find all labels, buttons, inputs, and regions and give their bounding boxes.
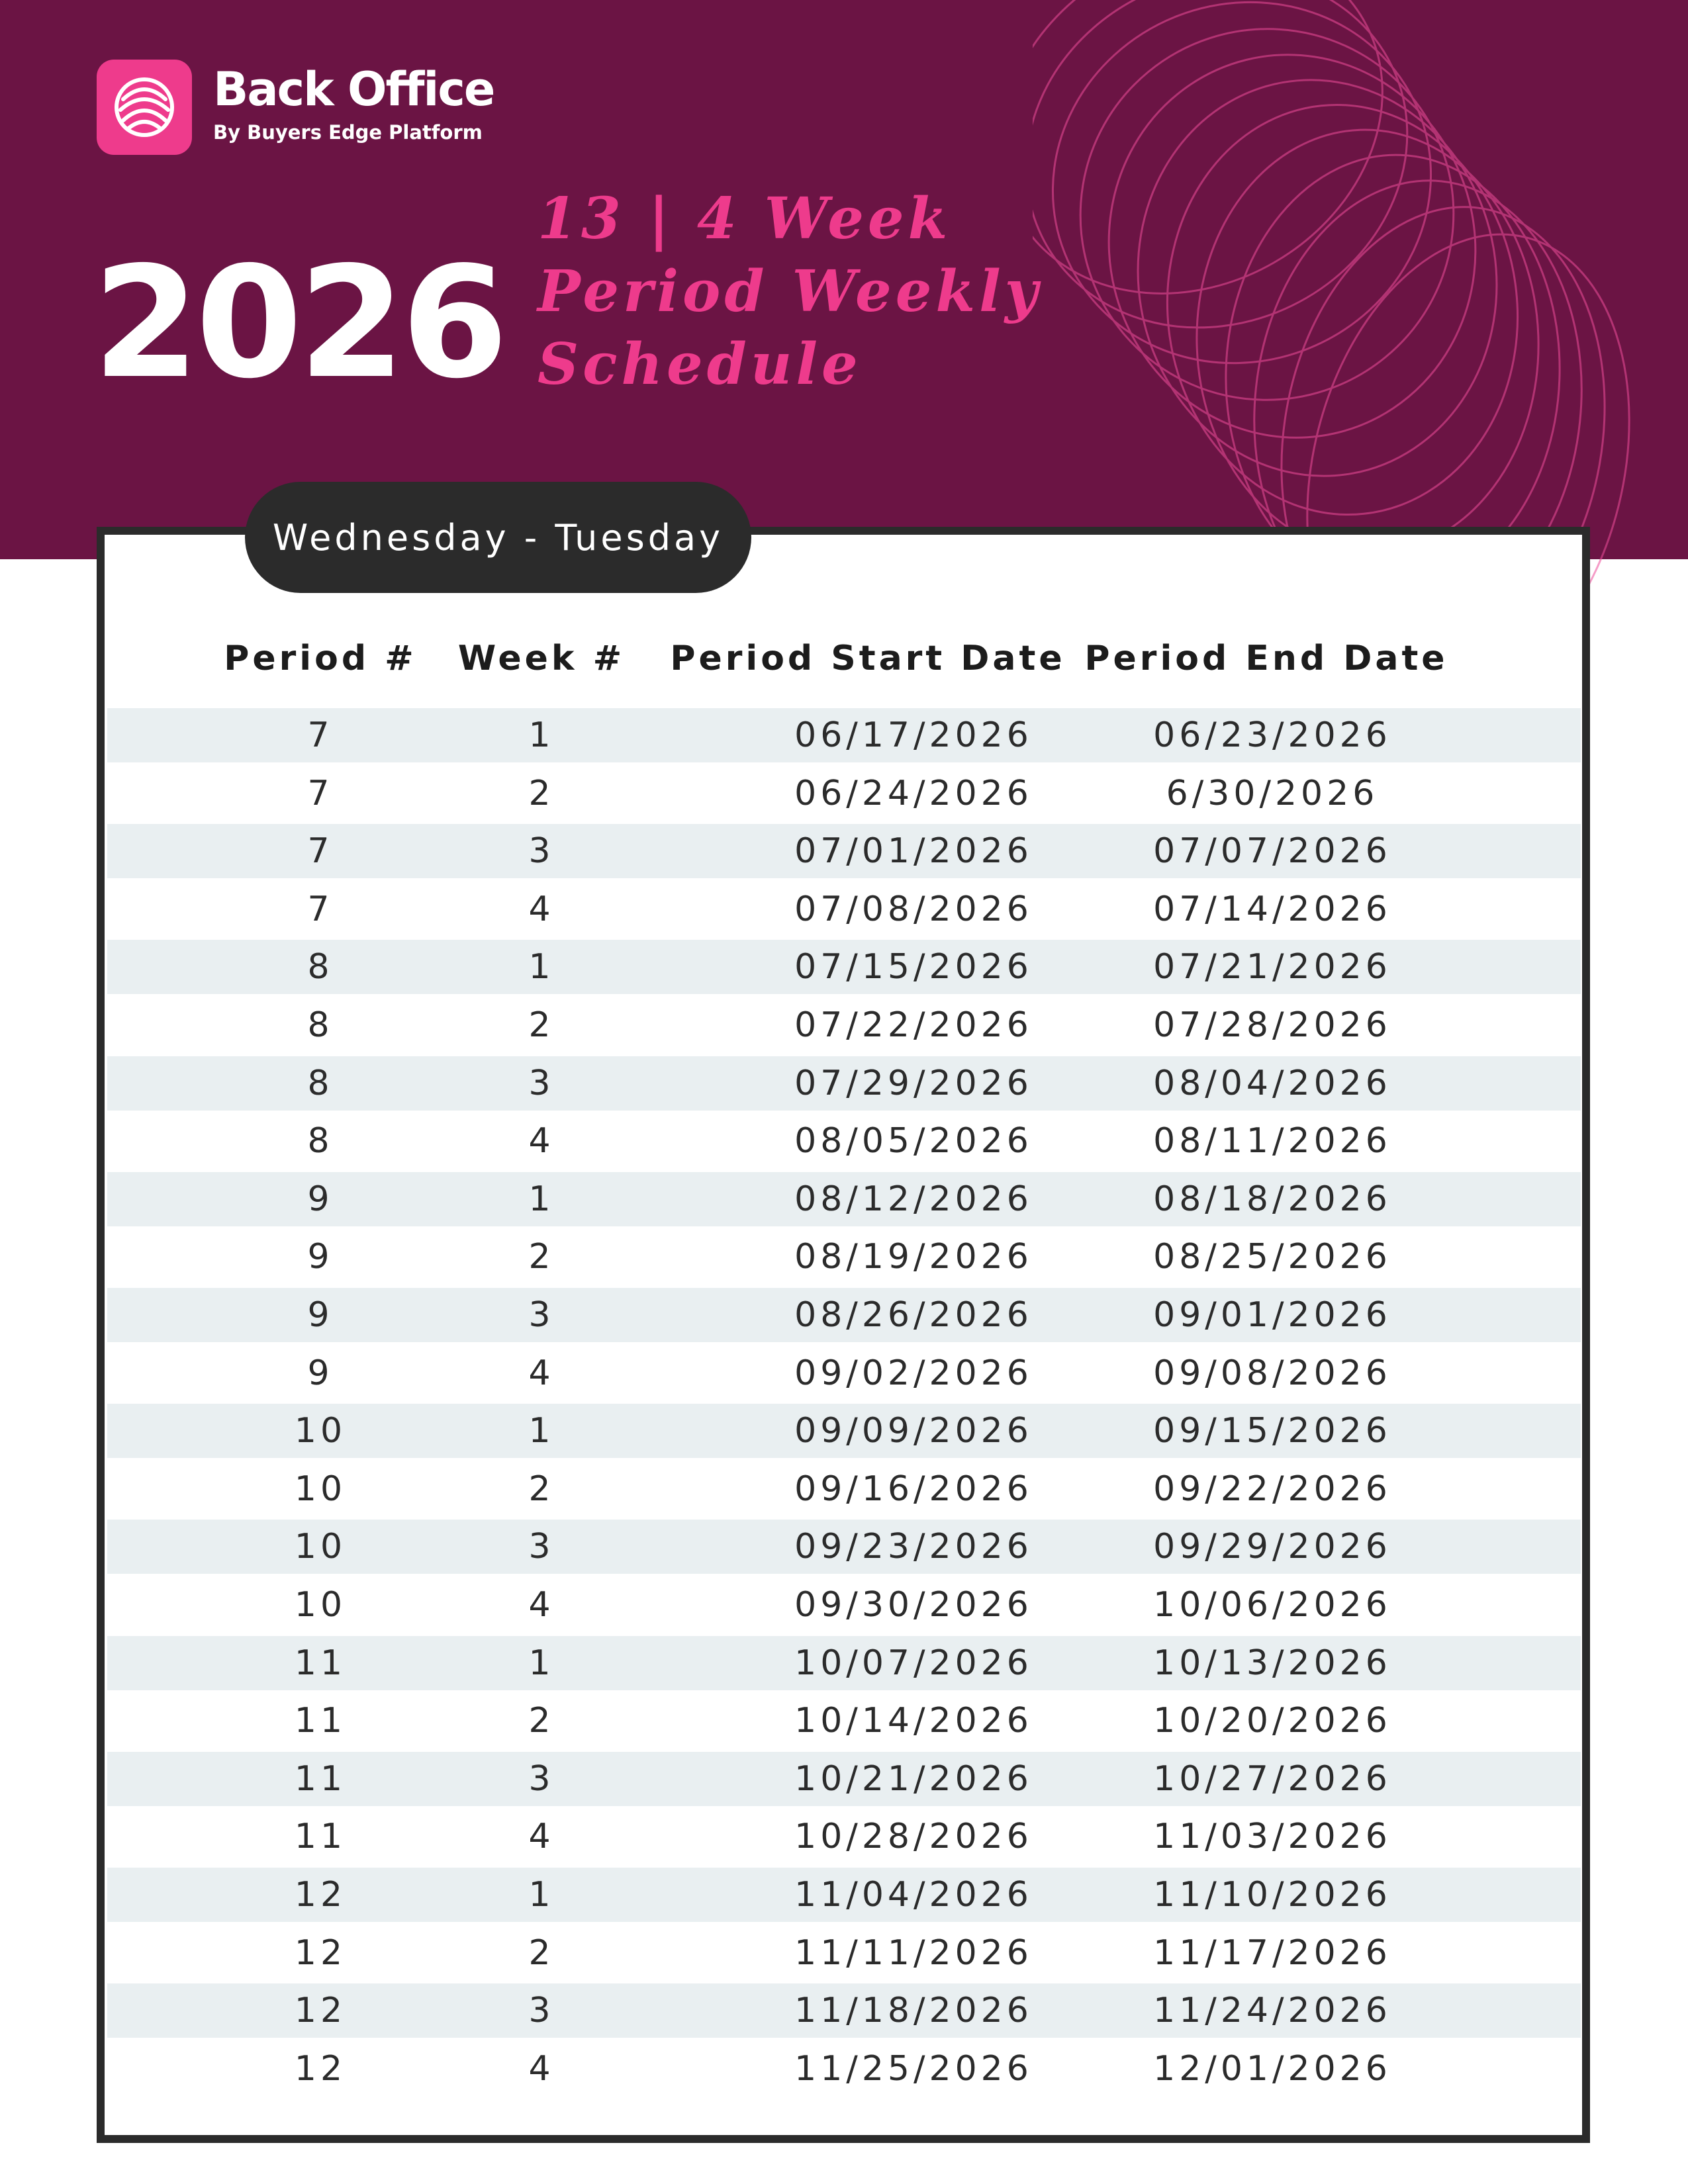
cell-period: 11 — [294, 1701, 347, 1741]
cell-end-date: 11/17/2026 — [1153, 1933, 1391, 1973]
cell-start-date: 09/16/2026 — [794, 1469, 1033, 1509]
cell-end-date: 09/01/2026 — [1153, 1295, 1391, 1335]
cell-start-date: 10/21/2026 — [794, 1758, 1033, 1799]
cell-week: 1 — [528, 1179, 555, 1219]
cell-end-date: 09/08/2026 — [1153, 1353, 1391, 1393]
table-row — [0, 1346, 1688, 1400]
cell-week: 2 — [528, 773, 555, 813]
cell-end-date: 10/06/2026 — [1153, 1585, 1391, 1625]
table-row — [0, 1056, 1688, 1111]
table-row — [0, 940, 1688, 994]
cell-end-date: 09/15/2026 — [1153, 1411, 1391, 1451]
cell-week: 1 — [528, 947, 555, 987]
header-period: Period # — [224, 639, 417, 678]
cell-period: 7 — [307, 715, 334, 755]
table-row — [0, 1868, 1688, 1922]
cell-period: 11 — [294, 1758, 347, 1799]
table-header — [0, 639, 1688, 698]
cell-period: 11 — [294, 1817, 347, 1857]
table-row — [0, 1809, 1688, 1864]
cell-period: 10 — [294, 1411, 347, 1451]
cell-period: 8 — [307, 1121, 334, 1161]
cell-end-date: 08/18/2026 — [1153, 1179, 1391, 1219]
cell-week: 3 — [528, 1758, 555, 1799]
cell-period: 9 — [307, 1237, 334, 1277]
cell-week: 2 — [528, 1469, 555, 1509]
cell-end-date: 09/29/2026 — [1153, 1527, 1391, 1567]
cell-start-date: 09/30/2026 — [794, 1585, 1033, 1625]
cell-end-date: 11/03/2026 — [1153, 1817, 1391, 1857]
table-row — [0, 1288, 1688, 1342]
subtitle-line-1: 13 | 4 Week — [538, 185, 952, 252]
cell-period: 8 — [307, 1005, 334, 1045]
cell-week: 4 — [528, 2048, 555, 2089]
cell-week: 4 — [528, 889, 555, 929]
cell-end-date: 10/13/2026 — [1153, 1643, 1391, 1683]
cell-start-date: 08/12/2026 — [794, 1179, 1033, 1219]
subtitle-line-2: Period Weekly — [538, 258, 1042, 325]
cell-start-date: 07/29/2026 — [794, 1063, 1033, 1103]
cell-end-date: 09/22/2026 — [1153, 1469, 1391, 1509]
cell-start-date: 09/23/2026 — [794, 1527, 1033, 1567]
cell-end-date: 11/24/2026 — [1153, 1991, 1391, 2031]
cell-start-date: 06/24/2026 — [794, 773, 1033, 813]
cell-start-date: 09/02/2026 — [794, 1353, 1033, 1393]
cell-start-date: 10/14/2026 — [794, 1701, 1033, 1741]
cell-period: 9 — [307, 1353, 334, 1393]
table-row — [0, 1230, 1688, 1284]
table-row — [0, 1520, 1688, 1574]
table-row — [0, 1578, 1688, 1632]
brand-name: Back Office — [213, 62, 494, 116]
brand-tagline: By Buyers Edge Platform — [213, 121, 483, 144]
cell-start-date: 11/18/2026 — [794, 1991, 1033, 2031]
cell-period: 9 — [307, 1295, 334, 1335]
cell-period: 8 — [307, 1063, 334, 1103]
cell-end-date: 06/23/2026 — [1153, 715, 1391, 755]
cell-end-date: 07/07/2026 — [1153, 831, 1391, 872]
cell-week: 2 — [528, 1237, 555, 1277]
cell-week: 3 — [528, 831, 555, 872]
cell-period: 9 — [307, 1179, 334, 1219]
cell-week: 2 — [528, 1701, 555, 1741]
cell-period: 10 — [294, 1527, 347, 1567]
cell-end-date: 07/21/2026 — [1153, 947, 1391, 987]
table-row — [0, 1926, 1688, 1980]
table-row — [0, 1983, 1688, 2038]
cell-end-date: 11/10/2026 — [1153, 1875, 1391, 1915]
cell-week: 1 — [528, 1411, 555, 1451]
cell-period: 12 — [294, 1933, 347, 1973]
table-row — [0, 1462, 1688, 1516]
cell-start-date: 06/17/2026 — [794, 715, 1033, 755]
cell-week: 3 — [528, 1295, 555, 1335]
cell-week: 1 — [528, 715, 555, 755]
cell-start-date: 10/28/2026 — [794, 1817, 1033, 1857]
cell-end-date: 07/28/2026 — [1153, 1005, 1391, 1045]
cell-end-date: 12/01/2026 — [1153, 2048, 1391, 2089]
schedule-days-badge: Wednesday - Tuesday — [245, 482, 751, 593]
cell-start-date: 09/09/2026 — [794, 1411, 1033, 1451]
cell-end-date: 07/14/2026 — [1153, 889, 1391, 929]
table-row — [0, 1694, 1688, 1748]
cell-start-date: 07/01/2026 — [794, 831, 1033, 872]
table-row — [0, 2042, 1688, 2096]
cell-week: 3 — [528, 1063, 555, 1103]
cell-start-date: 11/25/2026 — [794, 2048, 1033, 2089]
table-row — [0, 824, 1688, 878]
cell-week: 2 — [528, 1005, 555, 1045]
cell-start-date: 07/15/2026 — [794, 947, 1033, 987]
subtitle-line-3: Schedule — [538, 331, 862, 398]
cell-period: 11 — [294, 1643, 347, 1683]
cell-start-date: 07/22/2026 — [794, 1005, 1033, 1045]
cell-week: 4 — [528, 1353, 555, 1393]
header-period-start: Period Start Date — [670, 639, 1066, 678]
year-title: 2026 — [93, 234, 504, 412]
cell-period: 12 — [294, 1991, 347, 2031]
cell-period: 7 — [307, 773, 334, 813]
cell-start-date: 11/11/2026 — [794, 1933, 1033, 1973]
cell-period: 10 — [294, 1585, 347, 1625]
table-row — [0, 1114, 1688, 1168]
cell-start-date: 08/26/2026 — [794, 1295, 1033, 1335]
table-row — [0, 766, 1688, 821]
cell-period: 12 — [294, 1875, 347, 1915]
table-row — [0, 998, 1688, 1052]
cell-start-date: 08/19/2026 — [794, 1237, 1033, 1277]
table-row — [0, 882, 1688, 936]
table-row — [0, 708, 1688, 762]
cell-end-date: 10/20/2026 — [1153, 1701, 1391, 1741]
cell-week: 4 — [528, 1585, 555, 1625]
cell-week: 2 — [528, 1933, 555, 1973]
cell-end-date: 10/27/2026 — [1153, 1758, 1391, 1799]
table-row — [0, 1404, 1688, 1458]
cell-week: 1 — [528, 1875, 555, 1915]
cell-period: 12 — [294, 2048, 347, 2089]
header-period-end: Period End Date — [1084, 639, 1448, 678]
cell-week: 4 — [528, 1121, 555, 1161]
back-office-logo-icon — [97, 60, 192, 155]
cell-start-date: 08/05/2026 — [794, 1121, 1033, 1161]
cell-end-date: 08/04/2026 — [1153, 1063, 1391, 1103]
cell-period: 7 — [307, 889, 334, 929]
cell-start-date: 10/07/2026 — [794, 1643, 1033, 1683]
cell-week: 4 — [528, 1817, 555, 1857]
cell-period: 10 — [294, 1469, 347, 1509]
cell-week: 3 — [528, 1527, 555, 1567]
cell-week: 1 — [528, 1643, 555, 1683]
table-row — [0, 1636, 1688, 1690]
table-row — [0, 1172, 1688, 1226]
cell-period: 7 — [307, 831, 334, 872]
table-row — [0, 1752, 1688, 1806]
cell-end-date: 6/30/2026 — [1166, 773, 1379, 813]
cell-end-date: 08/11/2026 — [1153, 1121, 1391, 1161]
cell-end-date: 08/25/2026 — [1153, 1237, 1391, 1277]
cell-start-date: 07/08/2026 — [794, 889, 1033, 929]
header-week: Week # — [457, 639, 626, 678]
cell-period: 8 — [307, 947, 334, 987]
cell-week: 3 — [528, 1991, 555, 2031]
cell-start-date: 11/04/2026 — [794, 1875, 1033, 1915]
